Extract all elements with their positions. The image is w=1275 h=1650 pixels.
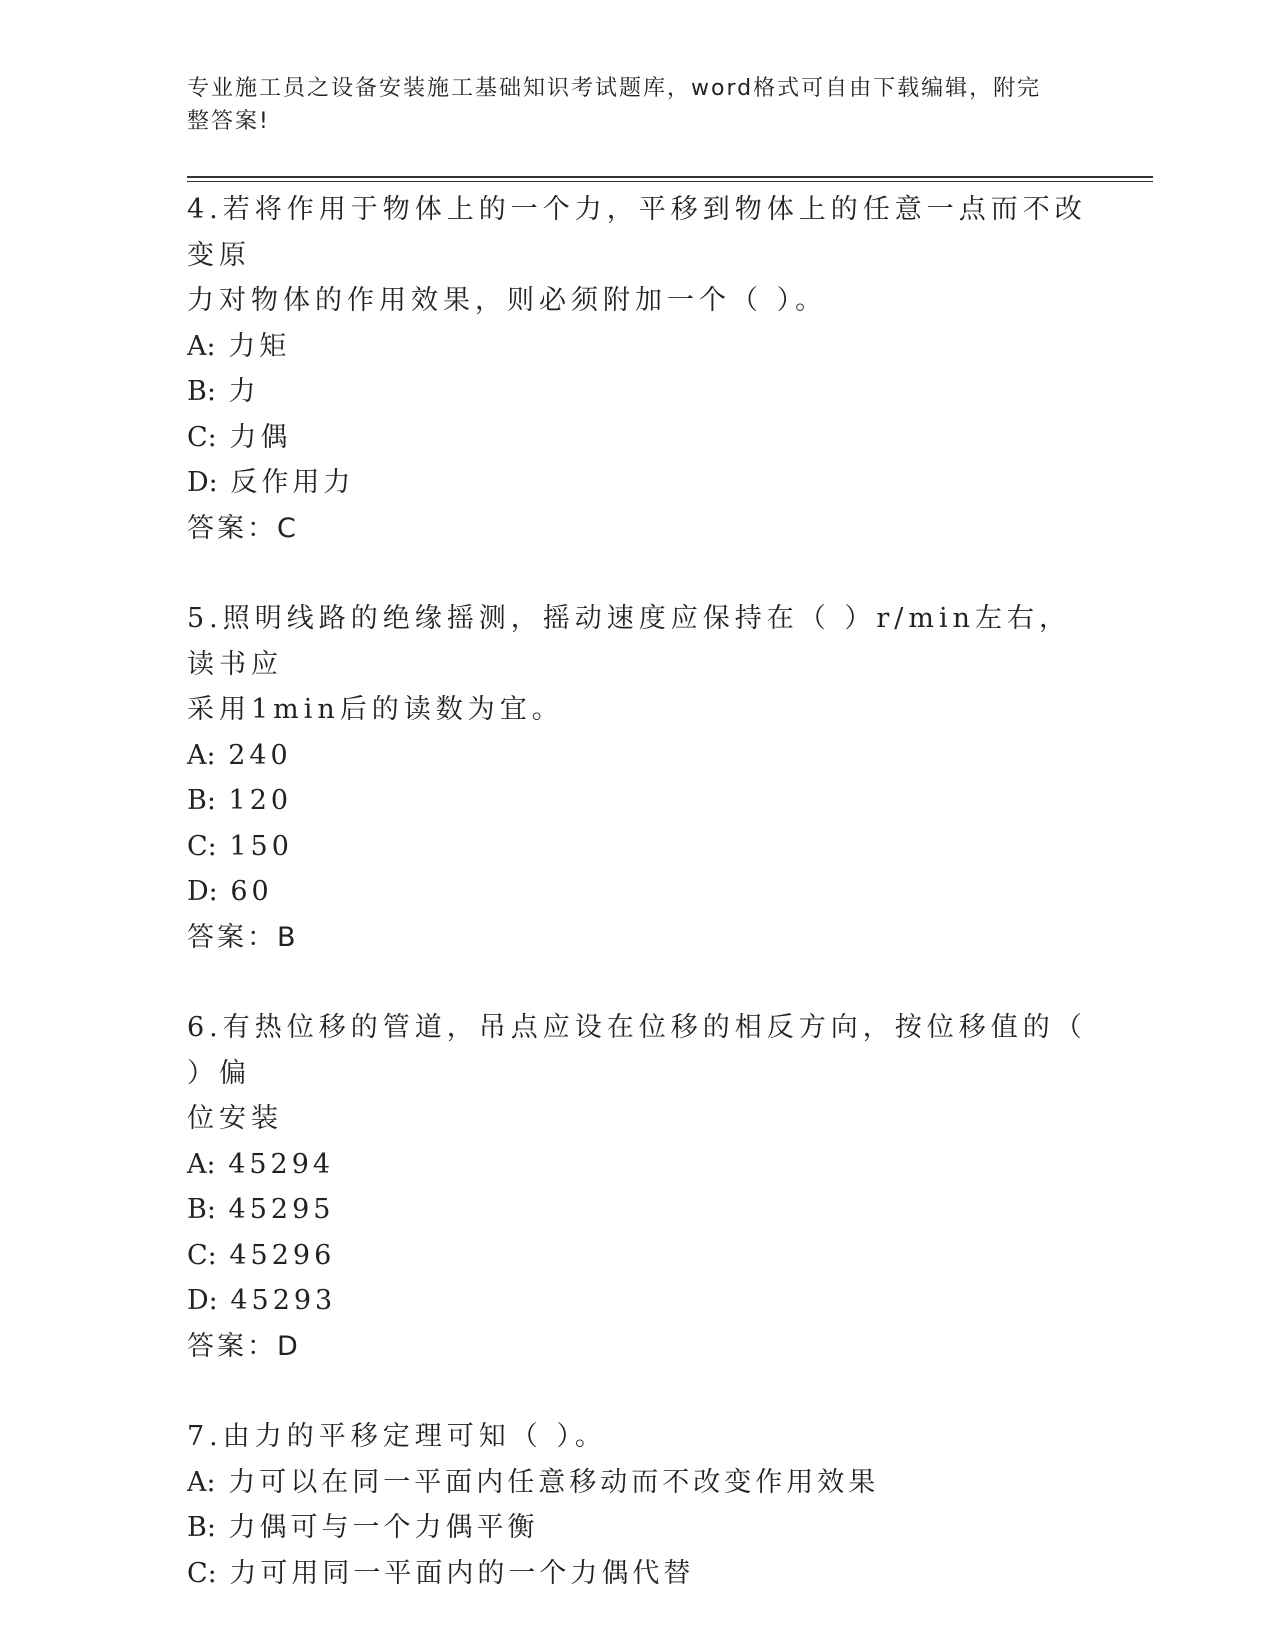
option-letter: C: xyxy=(187,421,217,453)
option-text: 力偶 xyxy=(229,421,292,453)
option-letter: C: xyxy=(187,830,217,862)
question-text-line: 7.由力的平移定理可知（ ）。 xyxy=(187,1421,607,1452)
header-title-line-1: 专业施工员之设备安装施工基础知识考试题库，word格式可自由下载编辑，附完 xyxy=(187,76,1042,101)
option-text: 45293 xyxy=(230,1285,337,1316)
option-text: 120 xyxy=(228,785,293,816)
option-c xyxy=(187,1551,1087,1597)
question-list xyxy=(187,187,1087,1641)
option-c xyxy=(187,1233,1087,1279)
question-text-line: 6.有热位移的管道，吊点应设在位移的相反方向，按位移值的（ ）偏 xyxy=(187,1012,1087,1089)
option-text: 力 xyxy=(228,376,260,407)
option-text: 45296 xyxy=(229,1239,336,1271)
header-divider-thick xyxy=(187,176,1153,178)
option-letter: A: xyxy=(187,1148,216,1180)
option-c xyxy=(187,415,1087,461)
option-a xyxy=(187,733,1087,779)
option-letter: B: xyxy=(187,1194,216,1225)
option-a xyxy=(187,1142,1087,1188)
option-letter: B: xyxy=(187,1512,216,1543)
option-d xyxy=(187,1278,1087,1324)
question-text-line: 采用1min后的读数为宜。 xyxy=(187,694,564,725)
question-7 xyxy=(187,1414,1087,1596)
option-c xyxy=(187,824,1087,870)
option-b xyxy=(187,778,1087,824)
option-letter: D: xyxy=(187,876,218,907)
option-a xyxy=(187,324,1087,370)
option-text: 45294 xyxy=(228,1148,335,1180)
question-6 xyxy=(187,1005,1087,1369)
option-letter: C: xyxy=(187,1557,217,1589)
option-text: 力可用同一平面内的一个力偶代替 xyxy=(229,1557,695,1589)
header-title-line-2: 整答案! xyxy=(187,109,270,134)
option-b xyxy=(187,1505,1087,1551)
question-text-line: 位安装 xyxy=(187,1103,283,1134)
option-text: 45295 xyxy=(228,1194,335,1225)
question-text-line: 力对物体的作用效果，则必须附加一个（ ）。 xyxy=(187,285,828,316)
option-letter: A: xyxy=(187,739,216,771)
option-letter: B: xyxy=(187,785,216,816)
option-text: 力可以在同一平面内任意移动而不改变作用效果 xyxy=(228,1466,880,1498)
question-text-line: 5.照明线路的绝缘摇测，摇动速度应保持在（ ）r/min左右，读书应 xyxy=(187,603,1071,680)
option-d xyxy=(187,460,1087,506)
option-text: 力偶可与一个力偶平衡 xyxy=(228,1512,539,1543)
option-b xyxy=(187,1187,1087,1233)
option-letter: A: xyxy=(187,330,216,362)
question-4 xyxy=(187,187,1087,551)
answer-line: 答案：D xyxy=(187,1330,301,1362)
option-d xyxy=(187,869,1087,915)
header-divider-thin xyxy=(187,181,1153,182)
option-letter: D: xyxy=(187,467,218,498)
answer-line: 答案：C xyxy=(187,512,299,544)
answer-line: 答案：B xyxy=(187,921,299,953)
option-b xyxy=(187,369,1087,415)
option-text: 力矩 xyxy=(228,330,291,362)
option-letter: D: xyxy=(187,1285,218,1316)
option-text: 150 xyxy=(229,830,293,862)
option-letter: C: xyxy=(187,1239,217,1271)
option-text: 240 xyxy=(228,739,292,771)
option-a xyxy=(187,1460,1087,1506)
document-header xyxy=(187,72,1087,138)
option-text: 反作用力 xyxy=(230,467,355,498)
question-text-line: 4.若将作用于物体上的一个力，平移到物体上的任意一点而不改变原 xyxy=(187,194,1087,271)
option-letter: A: xyxy=(187,1466,216,1498)
question-5 xyxy=(187,596,1087,960)
option-letter: B: xyxy=(187,376,216,407)
option-text: 60 xyxy=(230,876,273,907)
